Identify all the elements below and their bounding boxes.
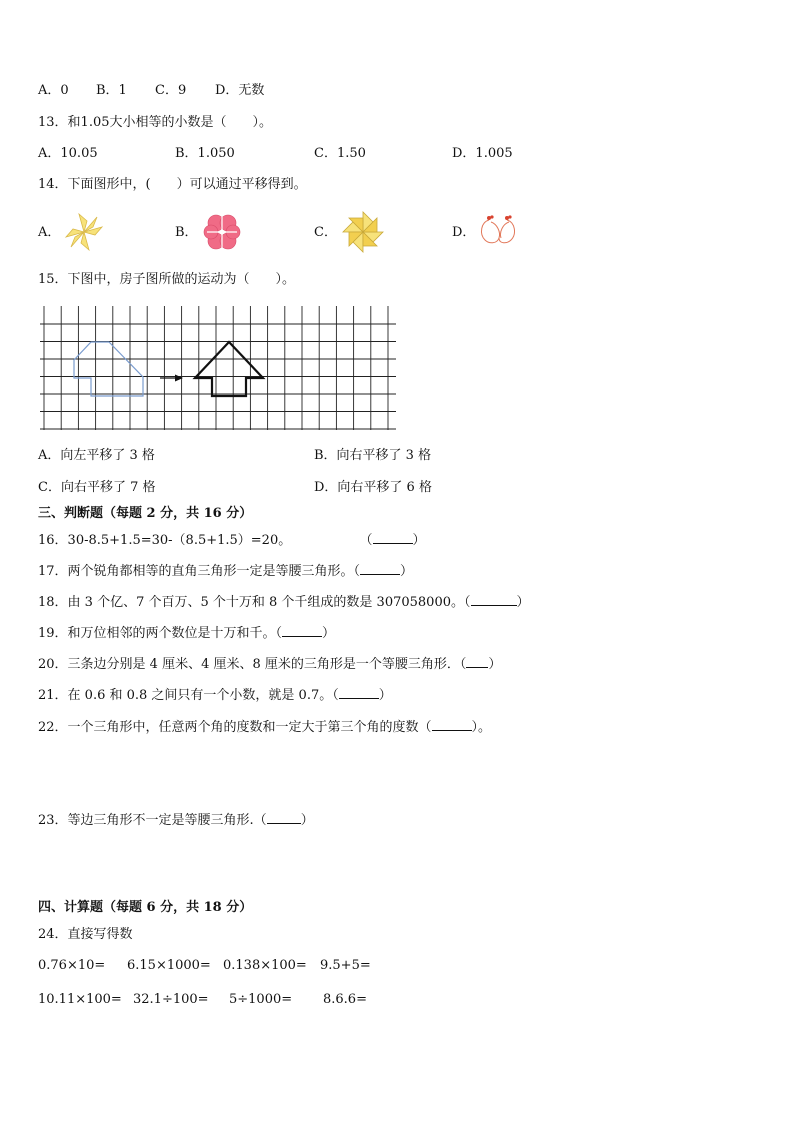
q14-stem: 14．下面图形中，( ）可以通过平移得到。 xyxy=(38,177,307,192)
q12-option-d[interactable]: D．无数 xyxy=(215,83,265,98)
section-4-title: 四、计算题（每题 6 分，共 18 分） xyxy=(38,900,253,915)
q21-text: 21．在 0.6 和 0.8 之间只有一个小数，就是 0.7。（ xyxy=(38,688,339,703)
q15-stem: 15．下图中，房子图所做的运动为（ ）。 xyxy=(38,272,296,287)
q19-text: 19．和万位相邻的两个数位是十万和千。（ xyxy=(38,626,283,641)
calc-item[interactable]: 32.1÷100= xyxy=(133,992,209,1007)
q21 xyxy=(38,686,392,705)
section-3-title: 三、判断题（每题 2 分，共 16 分） xyxy=(38,506,253,521)
calc-item[interactable]: 6.15×1000= xyxy=(127,958,211,973)
q14-option-b[interactable]: B． xyxy=(175,225,198,240)
q19-answer-blank[interactable] xyxy=(282,624,322,637)
q14-option-c[interactable]: C． xyxy=(314,225,337,240)
calc-item[interactable]: 10.11×100= xyxy=(38,992,122,1007)
q14-option-d[interactable]: D． xyxy=(452,225,476,240)
q13-option-d[interactable]: D．1.005 xyxy=(452,146,513,161)
q16-text: 16．30-8.5+1.5=30-（8.5+1.5）=20。 xyxy=(38,533,292,548)
calc-item[interactable]: 5÷1000= xyxy=(229,992,293,1007)
house-original xyxy=(74,342,143,396)
pink-flower-icon xyxy=(201,211,243,253)
calc-item[interactable]: 8.6.6= xyxy=(323,992,367,1007)
q18-text: 18．由 3 个亿、7 个百万、5 个十万和 8 个千组成的数是 307058000。（ xyxy=(38,595,471,610)
yellow-star-pinwheel-icon xyxy=(341,210,385,254)
q15-option-d[interactable]: D．向右平移了 6 格 xyxy=(314,480,432,495)
q12-option-c[interactable]: C．9 xyxy=(155,83,187,98)
q12-option-a[interactable]: A．0 xyxy=(38,83,69,98)
grid-lines xyxy=(40,306,396,430)
q16 xyxy=(38,531,426,550)
q12-option-b[interactable]: B．1 xyxy=(96,83,127,98)
q17-text: 17．两个锐角都相等的直角三角形一定是等腰三角形。（ xyxy=(38,564,361,579)
q22-text: 22．一个三角形中，任意两个角的度数和一定大于第三个角的度数（ xyxy=(38,720,432,735)
q23-answer-blank[interactable] xyxy=(267,811,301,824)
translation-grid-diagram xyxy=(40,306,400,430)
q20-answer-blank[interactable] xyxy=(466,655,488,668)
q16-paren-close: ） xyxy=(412,533,426,548)
q17-paren-close: ） xyxy=(400,564,414,579)
q13-option-b[interactable]: B．1.050 xyxy=(175,146,235,161)
house-translated xyxy=(195,342,263,396)
q23 xyxy=(38,811,314,830)
q20-text: 20．三条边分别是 4 厘米、4 厘米、8 厘米的三角形是一个等腰三角形．（ xyxy=(38,657,467,672)
q18-paren-close: ） xyxy=(516,595,530,610)
q17-answer-blank[interactable] xyxy=(360,562,400,575)
calc-item[interactable]: 9.5+5= xyxy=(320,958,371,973)
q15-option-a[interactable]: A．向左平移了 3 格 xyxy=(38,448,155,463)
q14-option-a[interactable]: A． xyxy=(38,225,61,240)
q21-answer-blank[interactable] xyxy=(339,686,379,699)
q20 xyxy=(38,655,501,674)
q19 xyxy=(38,624,335,643)
q16-answer-blank[interactable] xyxy=(373,531,413,544)
q23-paren-close: ） xyxy=(300,813,314,828)
twin-birds-icon xyxy=(477,212,523,248)
q24-stem: 24．直接写得数 xyxy=(38,927,133,942)
q15-option-c[interactable]: C．向右平移了 7 格 xyxy=(38,480,156,495)
pinwheel-yellow-icon xyxy=(63,211,105,253)
q18 xyxy=(38,593,530,612)
q13-option-a[interactable]: A．10.05 xyxy=(38,146,98,161)
q13-stem: 13．和1.05大小相等的小数是（ ）。 xyxy=(38,115,272,130)
q23-text: 23．等边三角形不一定是等腰三角形.（ xyxy=(38,813,267,828)
q13-option-c[interactable]: C．1.50 xyxy=(314,146,366,161)
q19-paren-close: ） xyxy=(322,626,336,641)
q21-paren-close: ） xyxy=(378,688,392,703)
q16-paren-open: （ xyxy=(359,533,373,548)
calc-item[interactable]: 0.76×10= xyxy=(38,958,106,973)
q18-answer-blank[interactable] xyxy=(471,593,517,606)
q22 xyxy=(38,718,491,737)
q17 xyxy=(38,562,413,581)
q20-paren-close: ） xyxy=(488,657,502,672)
q22-answer-blank[interactable] xyxy=(432,718,472,731)
calc-item[interactable]: 0.138×100= xyxy=(223,958,307,973)
q15-option-b[interactable]: B．向右平移了 3 格 xyxy=(314,448,432,463)
q22-paren-close: ）。 xyxy=(471,720,492,735)
